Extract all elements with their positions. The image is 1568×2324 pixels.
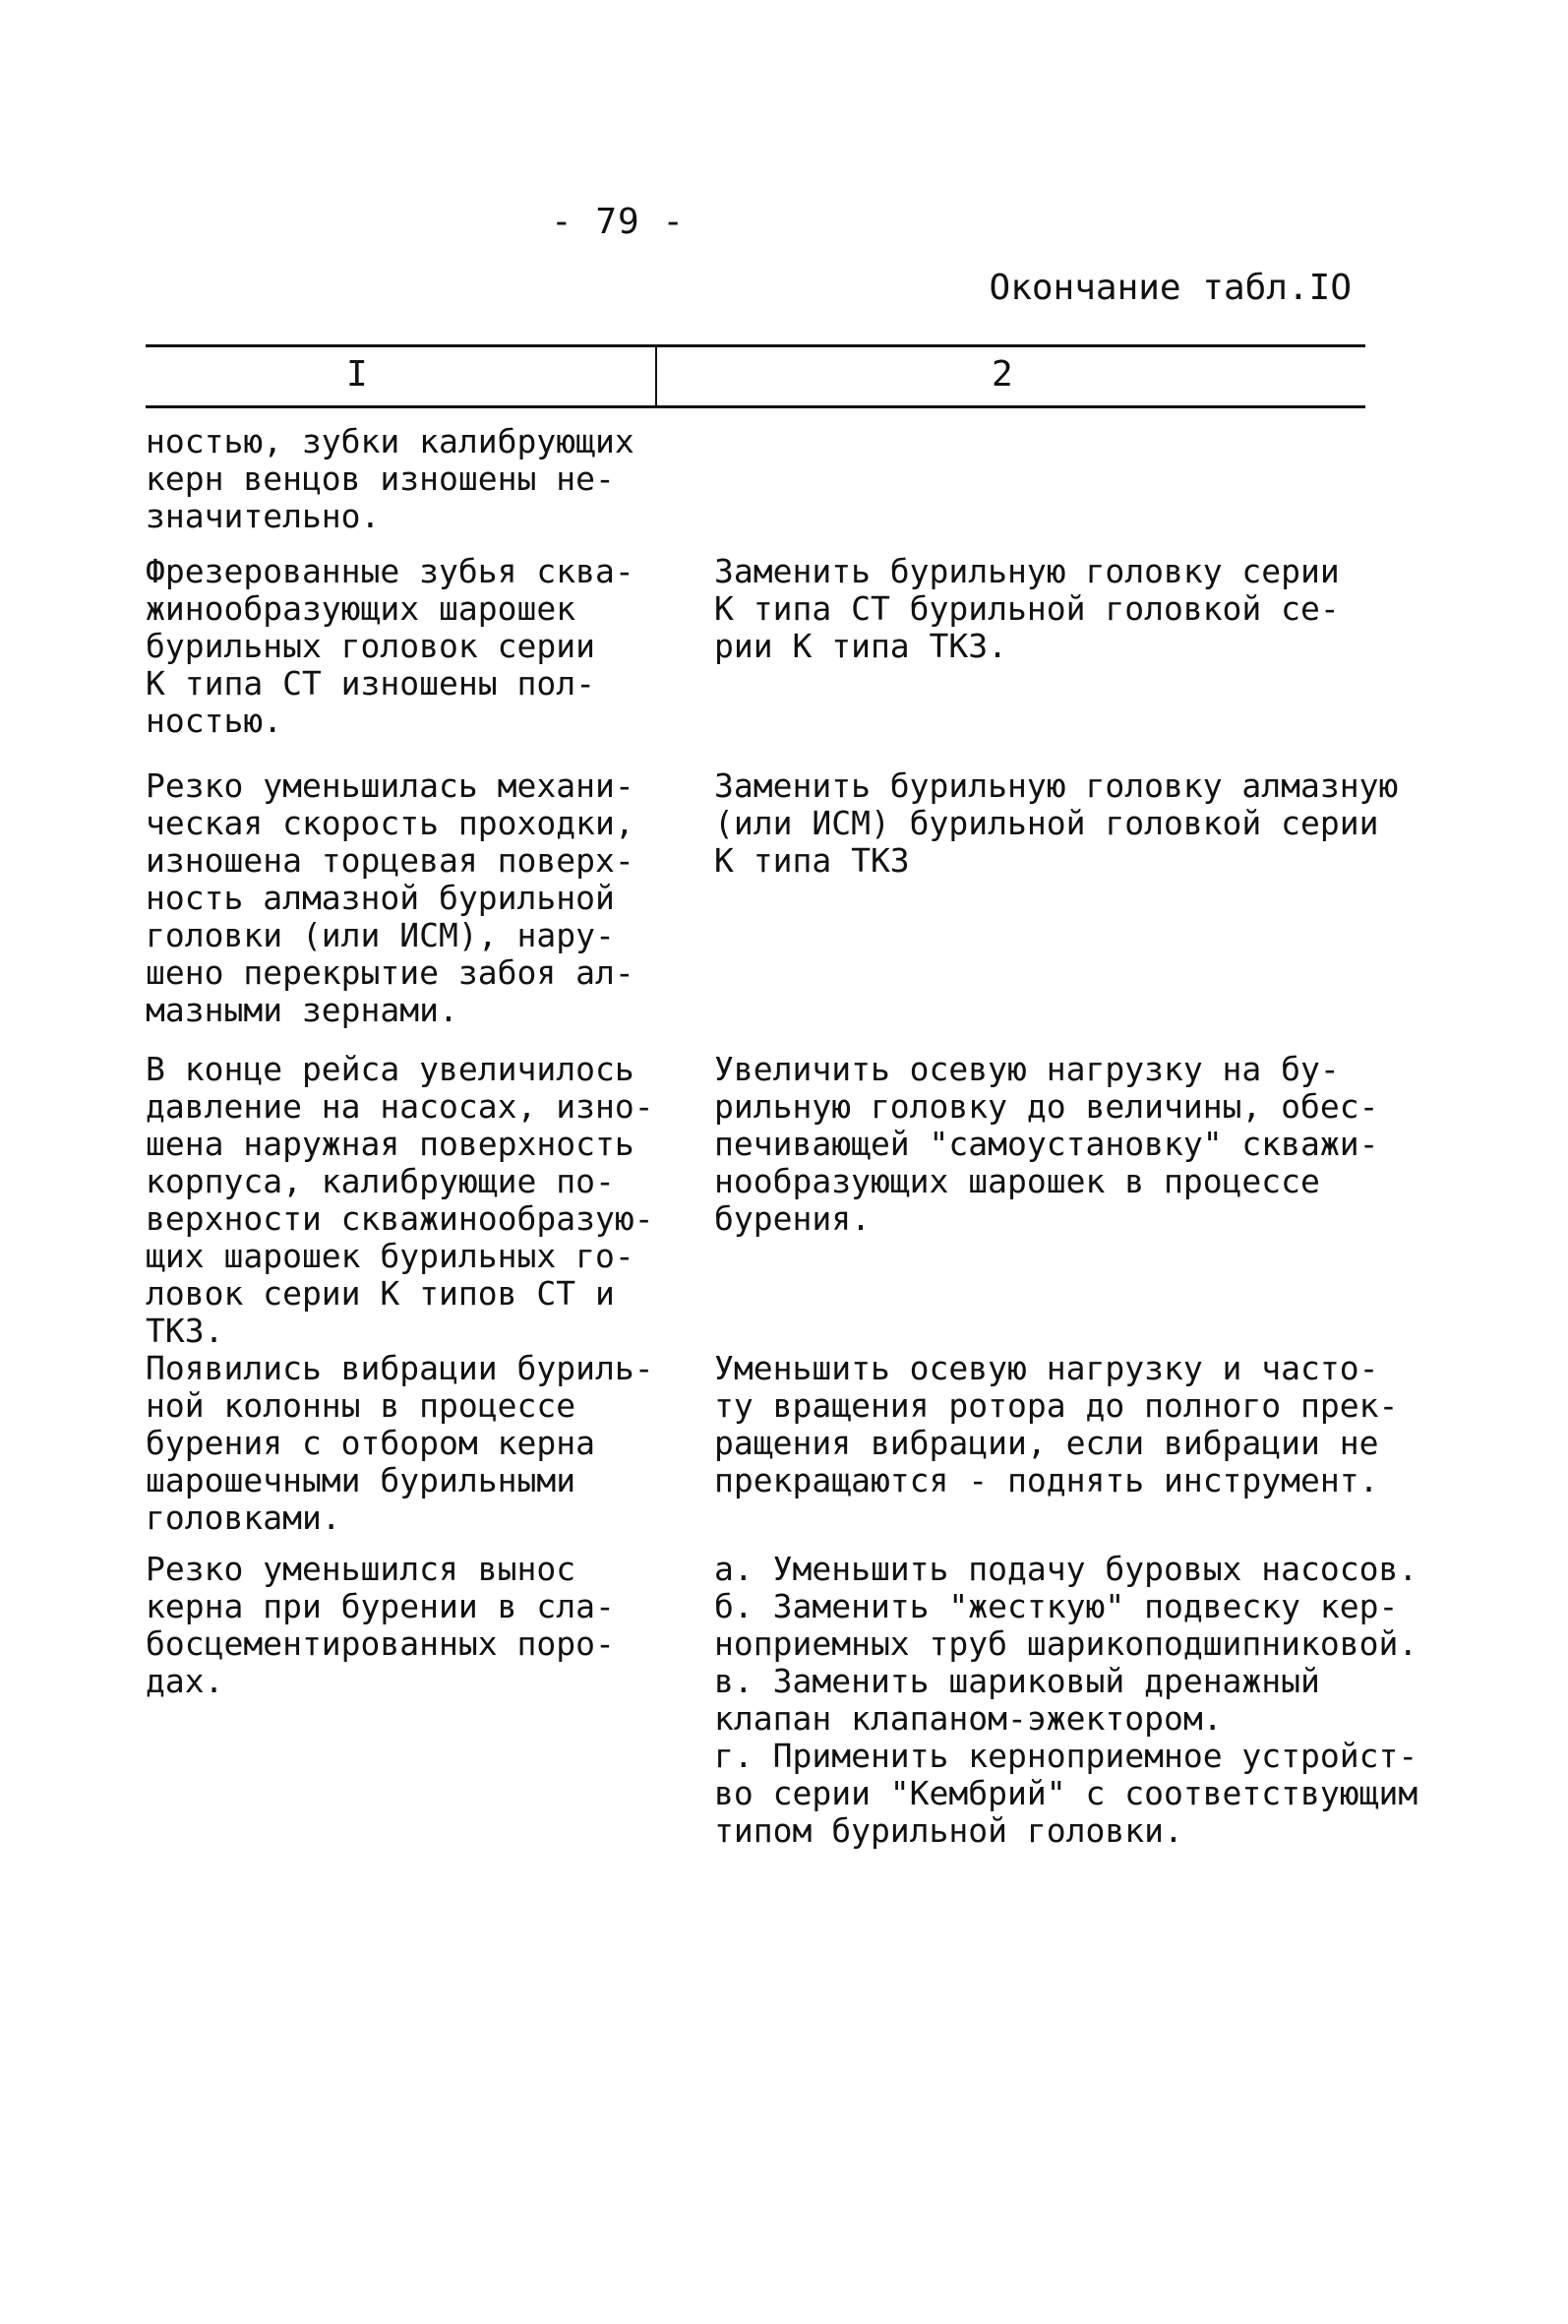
row-6-action: а. Уменьшить подачу буровых насосов. б. Заменить "жесткую" подвеску кер- ноприемных труб шарикоподшипниковой. в. Заменить шариковый дренажный клапан клапаном-эжектором. г. Применить керноприемное устройст- во серии "Кембрий" с соответствующим типом бурильной головки. xyxy=(714,1550,1418,1850)
row-5-condition: Появились вибрации буриль- ной колонны в процессе бурения с отбором керна шарошечными бурильными головками. xyxy=(146,1349,654,1537)
row-6-condition: Резко уменьшился вынос керна при бурении в сла- босцементированных поро- дах. xyxy=(146,1550,615,1700)
row-3-action: Заменить бурильную головку алмазную (или ИСМ) бурильной головкой серии К типа ТКЗ xyxy=(714,766,1399,880)
row-2-action: Заменить бурильную головку серии К типа СТ бурильной головкой се- рии К типа ТКЗ. xyxy=(714,552,1340,665)
column-header-1: I xyxy=(346,354,368,395)
row-3-condition: Резко уменьшилась механи- ческая скорость проходки, изношена торцевая поверх- ность алмазной бурильной головки (или ИСМ), нару- шено перекрытие забоя ал- мазными зернами. xyxy=(146,766,634,1029)
page-number: - 79 - xyxy=(551,202,686,242)
table-caption: Окончание табл.IO xyxy=(989,268,1352,308)
column-header-2: 2 xyxy=(992,354,1013,395)
table-top-rule xyxy=(146,344,1365,347)
table-header-bottom-rule xyxy=(146,405,1365,408)
row-4-condition: В конце рейса увеличилось давление на насосах, изно- шена наружная поверхность корпуса, калибрующие по- верхности скважинообразую- щих шарошек бурильных го- ловок серии К типов СТ и ТКЗ. xyxy=(146,1050,654,1350)
row-1-condition: ностью, зубки калибрующих керн венцов изношены не- значительно. xyxy=(146,422,634,535)
row-2-condition: Фрезерованные зубья сква- жинообразующих шарошек бурильных головок серии К типа СТ изношены пол- ностью. xyxy=(146,552,634,740)
header-column-divider xyxy=(655,344,657,405)
row-5-action: Уменьшить осевую нагрузку и часто- ту вращения ротора до полного прек- ращения вибрации, если вибрации не прекращаются - поднять инструмент. xyxy=(714,1349,1399,1499)
row-4-action: Увеличить осевую нагрузку на бу- рильную головку до величины, обес- печивающей "самоустановку" скважи- нообразующих шарошек в процессе бурения. xyxy=(714,1050,1379,1238)
